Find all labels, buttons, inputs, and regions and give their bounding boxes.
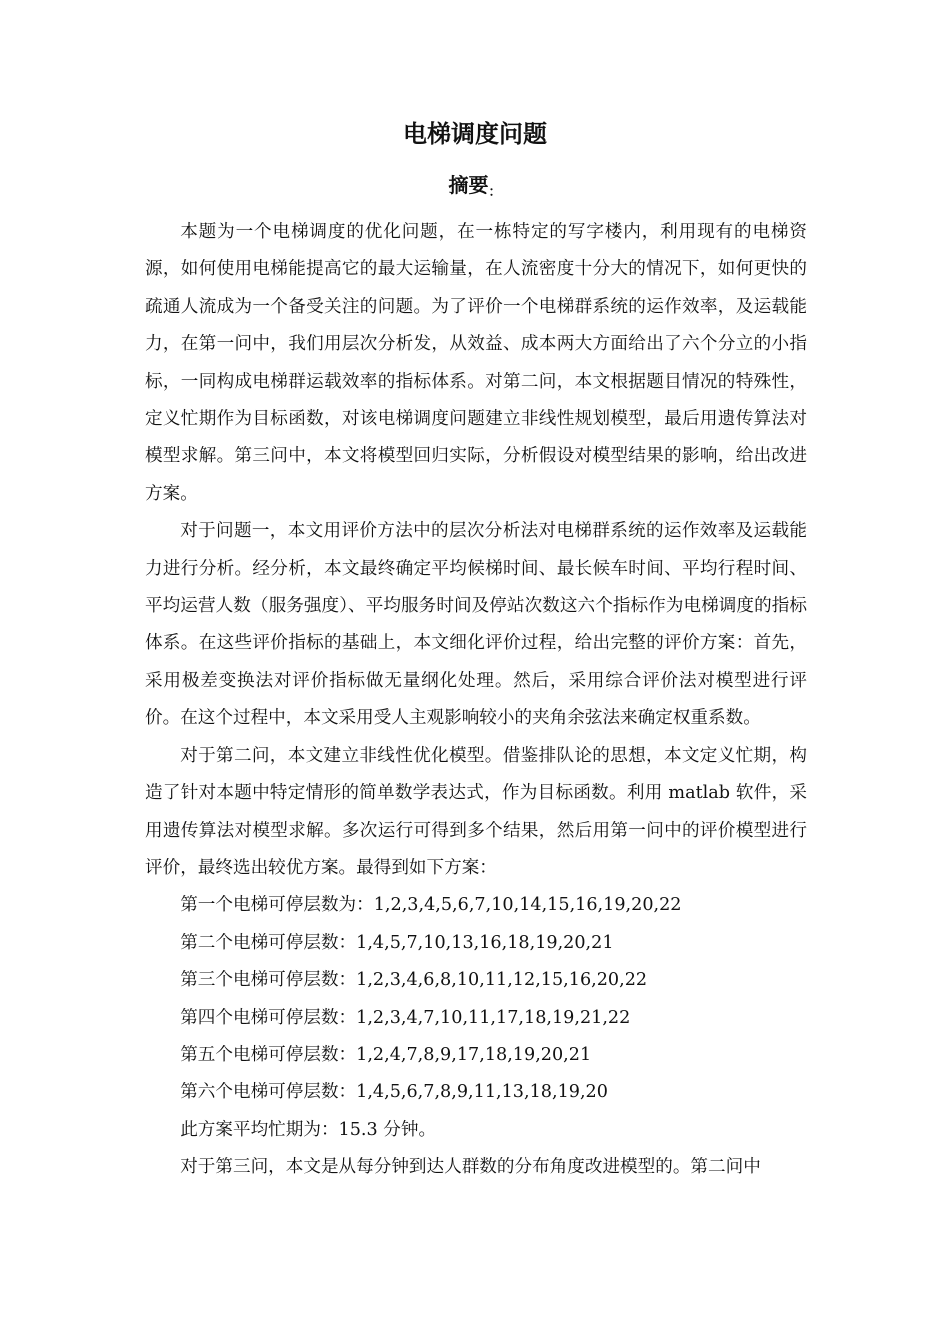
abstract-paragraph-1: 本题为一个电梯调度的优化问题，在一栋特定的写字楼内，利用现有的电梯资源，如何使用电梯能提高它的最大运输量，在人流密度十分大的情况下，如何更快的疏通人流成为一个备受关注的问题。为了评价一个电梯群系统的运作效率，及运载能力，在第一问中，我们用层次分析发，从效益、成本两大方面给出了六个分立的小指标，一同构成电梯群运载效率的指标体系。对第二问，本文根据题目情况的特殊性，定义忙期作为目标函数，对该电梯调度问题建立非线性规划模型，最后用遗传算法对模型求解。第三问中，本文将模型回归实际，分析假设对模型结果的影响，给出改进方案。 [145, 222, 807, 504]
elevator-2-floors: 第二个电梯可停层数：1,4,5,7,10,13,16,18,19,20,21 [180, 932, 614, 953]
elevator-1-floors: 第一个电梯可停层数为：1,2,3,4,5,6,7,10,14,15,16,19,20,22 [180, 895, 682, 916]
average-busy-period: 此方案平均忙期为：15.3 分钟。 [180, 1119, 437, 1140]
abstract-paragraph-2: 对于问题一，本文用评价方法中的层次分析法对电梯群系统的运作效率及运载能力进行分析。经分析，本文最终确定平均候梯时间、最长候车时间、平均行程时间、平均运营人数（服务强度）、平均服务时间及停站次数这六个指标作为电梯调度的指标体系。在这些评价指标的基础上，本文细化评价过程，给出完整的评价方案：首先，采用极差变换法对评价指标做无量纲化处理。然后，采用综合评价法对模型进行评价。在这个过程中，本文采用受人主观影响较小的夹角余弦法来确定权重系数。 [145, 521, 807, 729]
paper-title: 电梯调度问题 [403, 120, 547, 148]
elevator-3-floors: 第三个电梯可停层数：1,2,3,4,6,8,10,11,12,15,16,20,22 [180, 970, 648, 991]
elevator-4-floors: 第四个电梯可停层数：1,2,3,4,7,10,11,17,18,19,21,22 [180, 1007, 631, 1028]
elevator-6-floors: 第六个电梯可停层数：1,4,5,6,7,8,9,11,13,18,19,20 [180, 1082, 608, 1103]
abstract-heading-colon: ： [488, 185, 502, 200]
abstract-paragraph-4: 对于第三问，本文是从每分钟到达人群数的分布角度改进模型的。第二问中 [180, 1157, 761, 1178]
abstract-heading [0, 170, 950, 208]
abstract-heading-text: 摘要 [448, 173, 489, 197]
abstract-paragraph-3: 对于第二问，本文建立非线性优化模型。借鉴排队论的思想，本文定义忙期，构造了针对本题中特定情形的简单数学表达式，作为目标函数。利用 matlab 软件，采用遗传算法对模型求解。多次运行可得到多个结果，然后用第一问中的评价模型进行评价，最终选出较优方案。最得到如下方案： [145, 745, 807, 878]
abstract-body [145, 214, 807, 1187]
elevator-5-floors: 第五个电梯可停层数：1,2,4,7,8,9,17,18,19,20,21 [180, 1044, 592, 1065]
